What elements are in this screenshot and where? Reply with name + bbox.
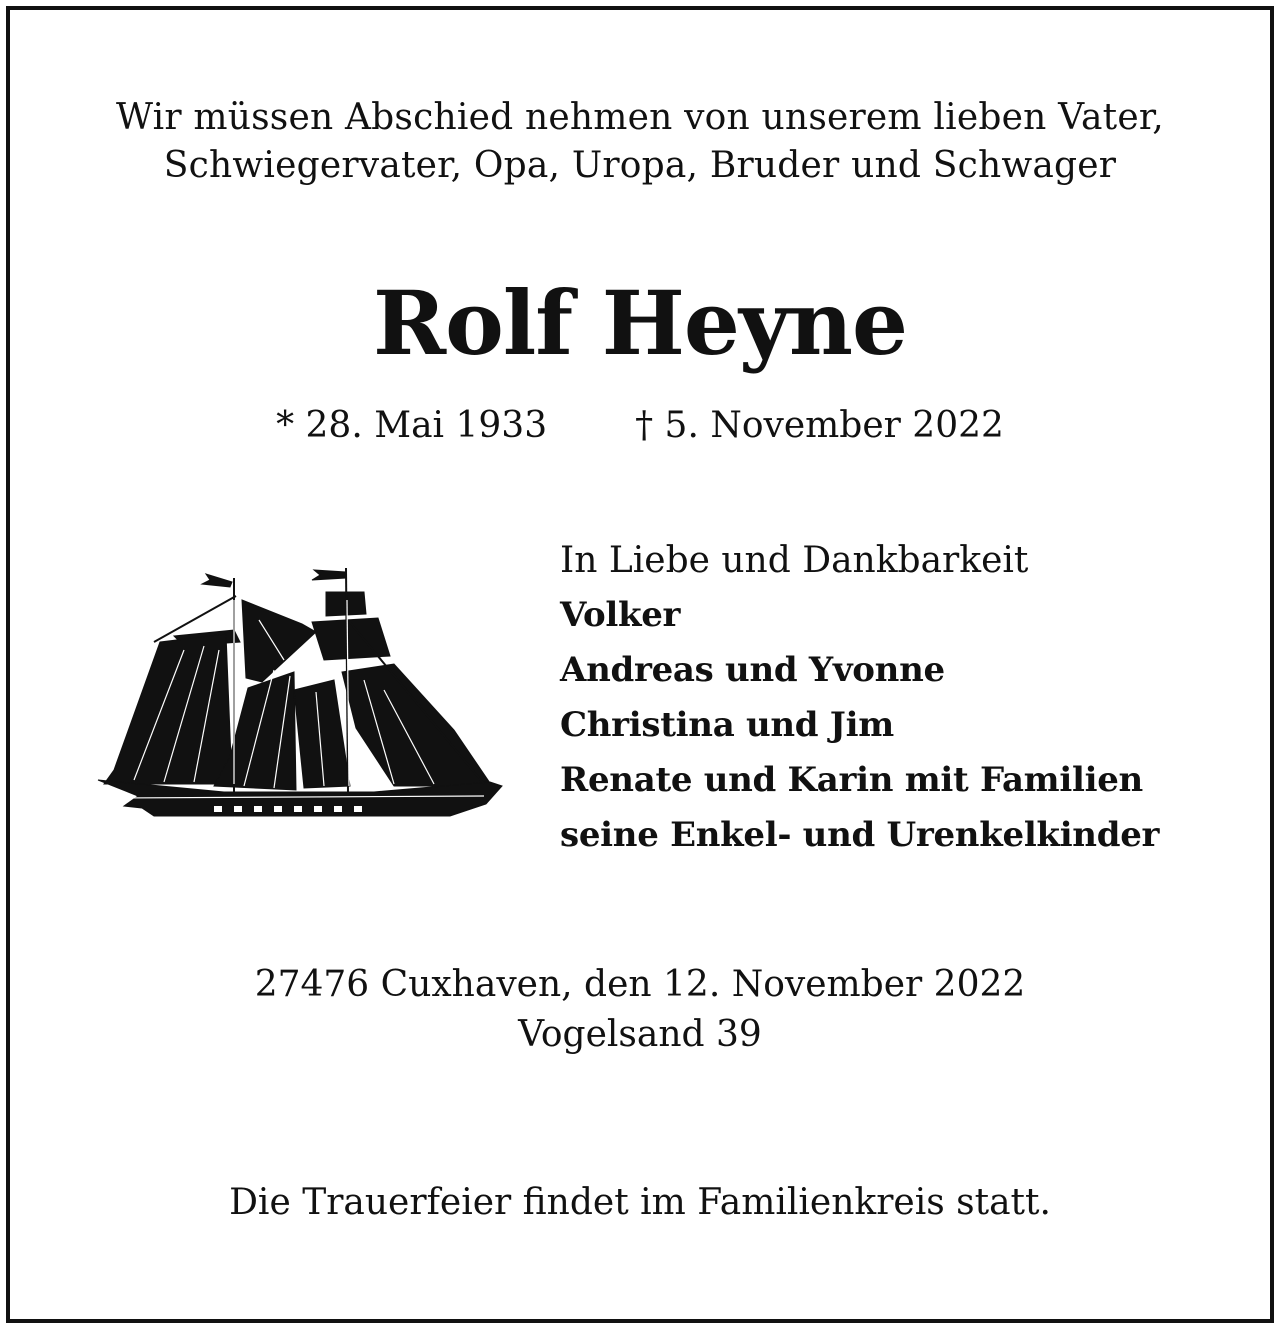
intro-line-1: Wir müssen Abschied nehmen von unserem lieben Vater, xyxy=(116,97,1164,138)
mourner-name: Christina und Jim xyxy=(560,705,894,745)
mourner-name: Renate und Karin mit Familien xyxy=(560,760,1143,800)
mourners-block xyxy=(560,534,1260,863)
place-date-line: 27476 Cuxhaven, den 12. November 2022 xyxy=(254,964,1026,1005)
mourner-name: Volker xyxy=(560,595,681,635)
sailing-ship-icon xyxy=(94,560,506,836)
mourner-name: seine Enkel- und Urenkelkinder xyxy=(560,815,1160,855)
intro-text xyxy=(0,94,1280,190)
intro-line-2: Schwiegervater, Opa, Uropa, Bruder und Schwager xyxy=(163,145,1117,186)
birth-date: * 28. Mai 1933 xyxy=(276,405,548,446)
deceased-name: Rolf Heyne xyxy=(373,271,907,375)
mourners-lead: In Liebe und Dankbarkeit xyxy=(560,540,1029,581)
ceremony-note: Die Trauerfeier findet im Familienkreis statt. xyxy=(229,1182,1051,1223)
street-line: Vogelsand 39 xyxy=(518,1014,762,1055)
life-dates xyxy=(0,402,1280,450)
address-block xyxy=(0,960,1280,1060)
death-date: † 5. November 2022 xyxy=(635,405,1004,446)
mourner-name: Andreas und Yvonne xyxy=(560,650,945,690)
